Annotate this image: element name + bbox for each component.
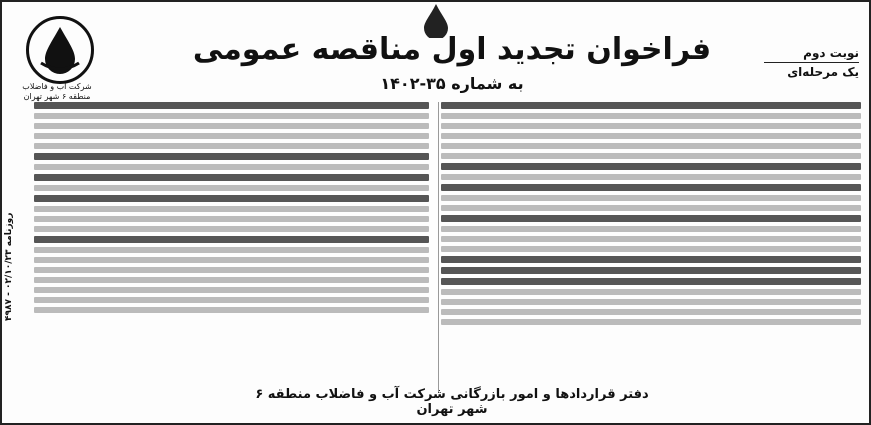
logo-caption: شرکت آب و فاضلاب منطقه ۶ شهر تهران	[22, 82, 92, 101]
water-drop-logo-icon	[29, 19, 91, 81]
badge-stage: یک مرحله‌ای	[764, 62, 859, 81]
company-logo	[26, 16, 94, 84]
round-badge	[764, 44, 859, 81]
tender-number: به شماره ۳۵-۱۴۰۲	[380, 74, 524, 93]
page-title: فراخوان تجدید اول مناقصه عمومی	[192, 32, 712, 67]
newspaper-date: روزنامه ۰۲/۱۰/۲۳ - ۴۹۸۷	[4, 212, 14, 322]
body-column-right	[441, 98, 861, 393]
badge-round: نوبت دوم	[803, 46, 859, 60]
issuer-footer: دفتر قراردادها و امور بازرگانی شرکت آب و فاضلاب منطقه ۶ شهر تهران	[255, 387, 649, 417]
body-column-left	[34, 98, 429, 393]
column-divider	[438, 102, 439, 392]
